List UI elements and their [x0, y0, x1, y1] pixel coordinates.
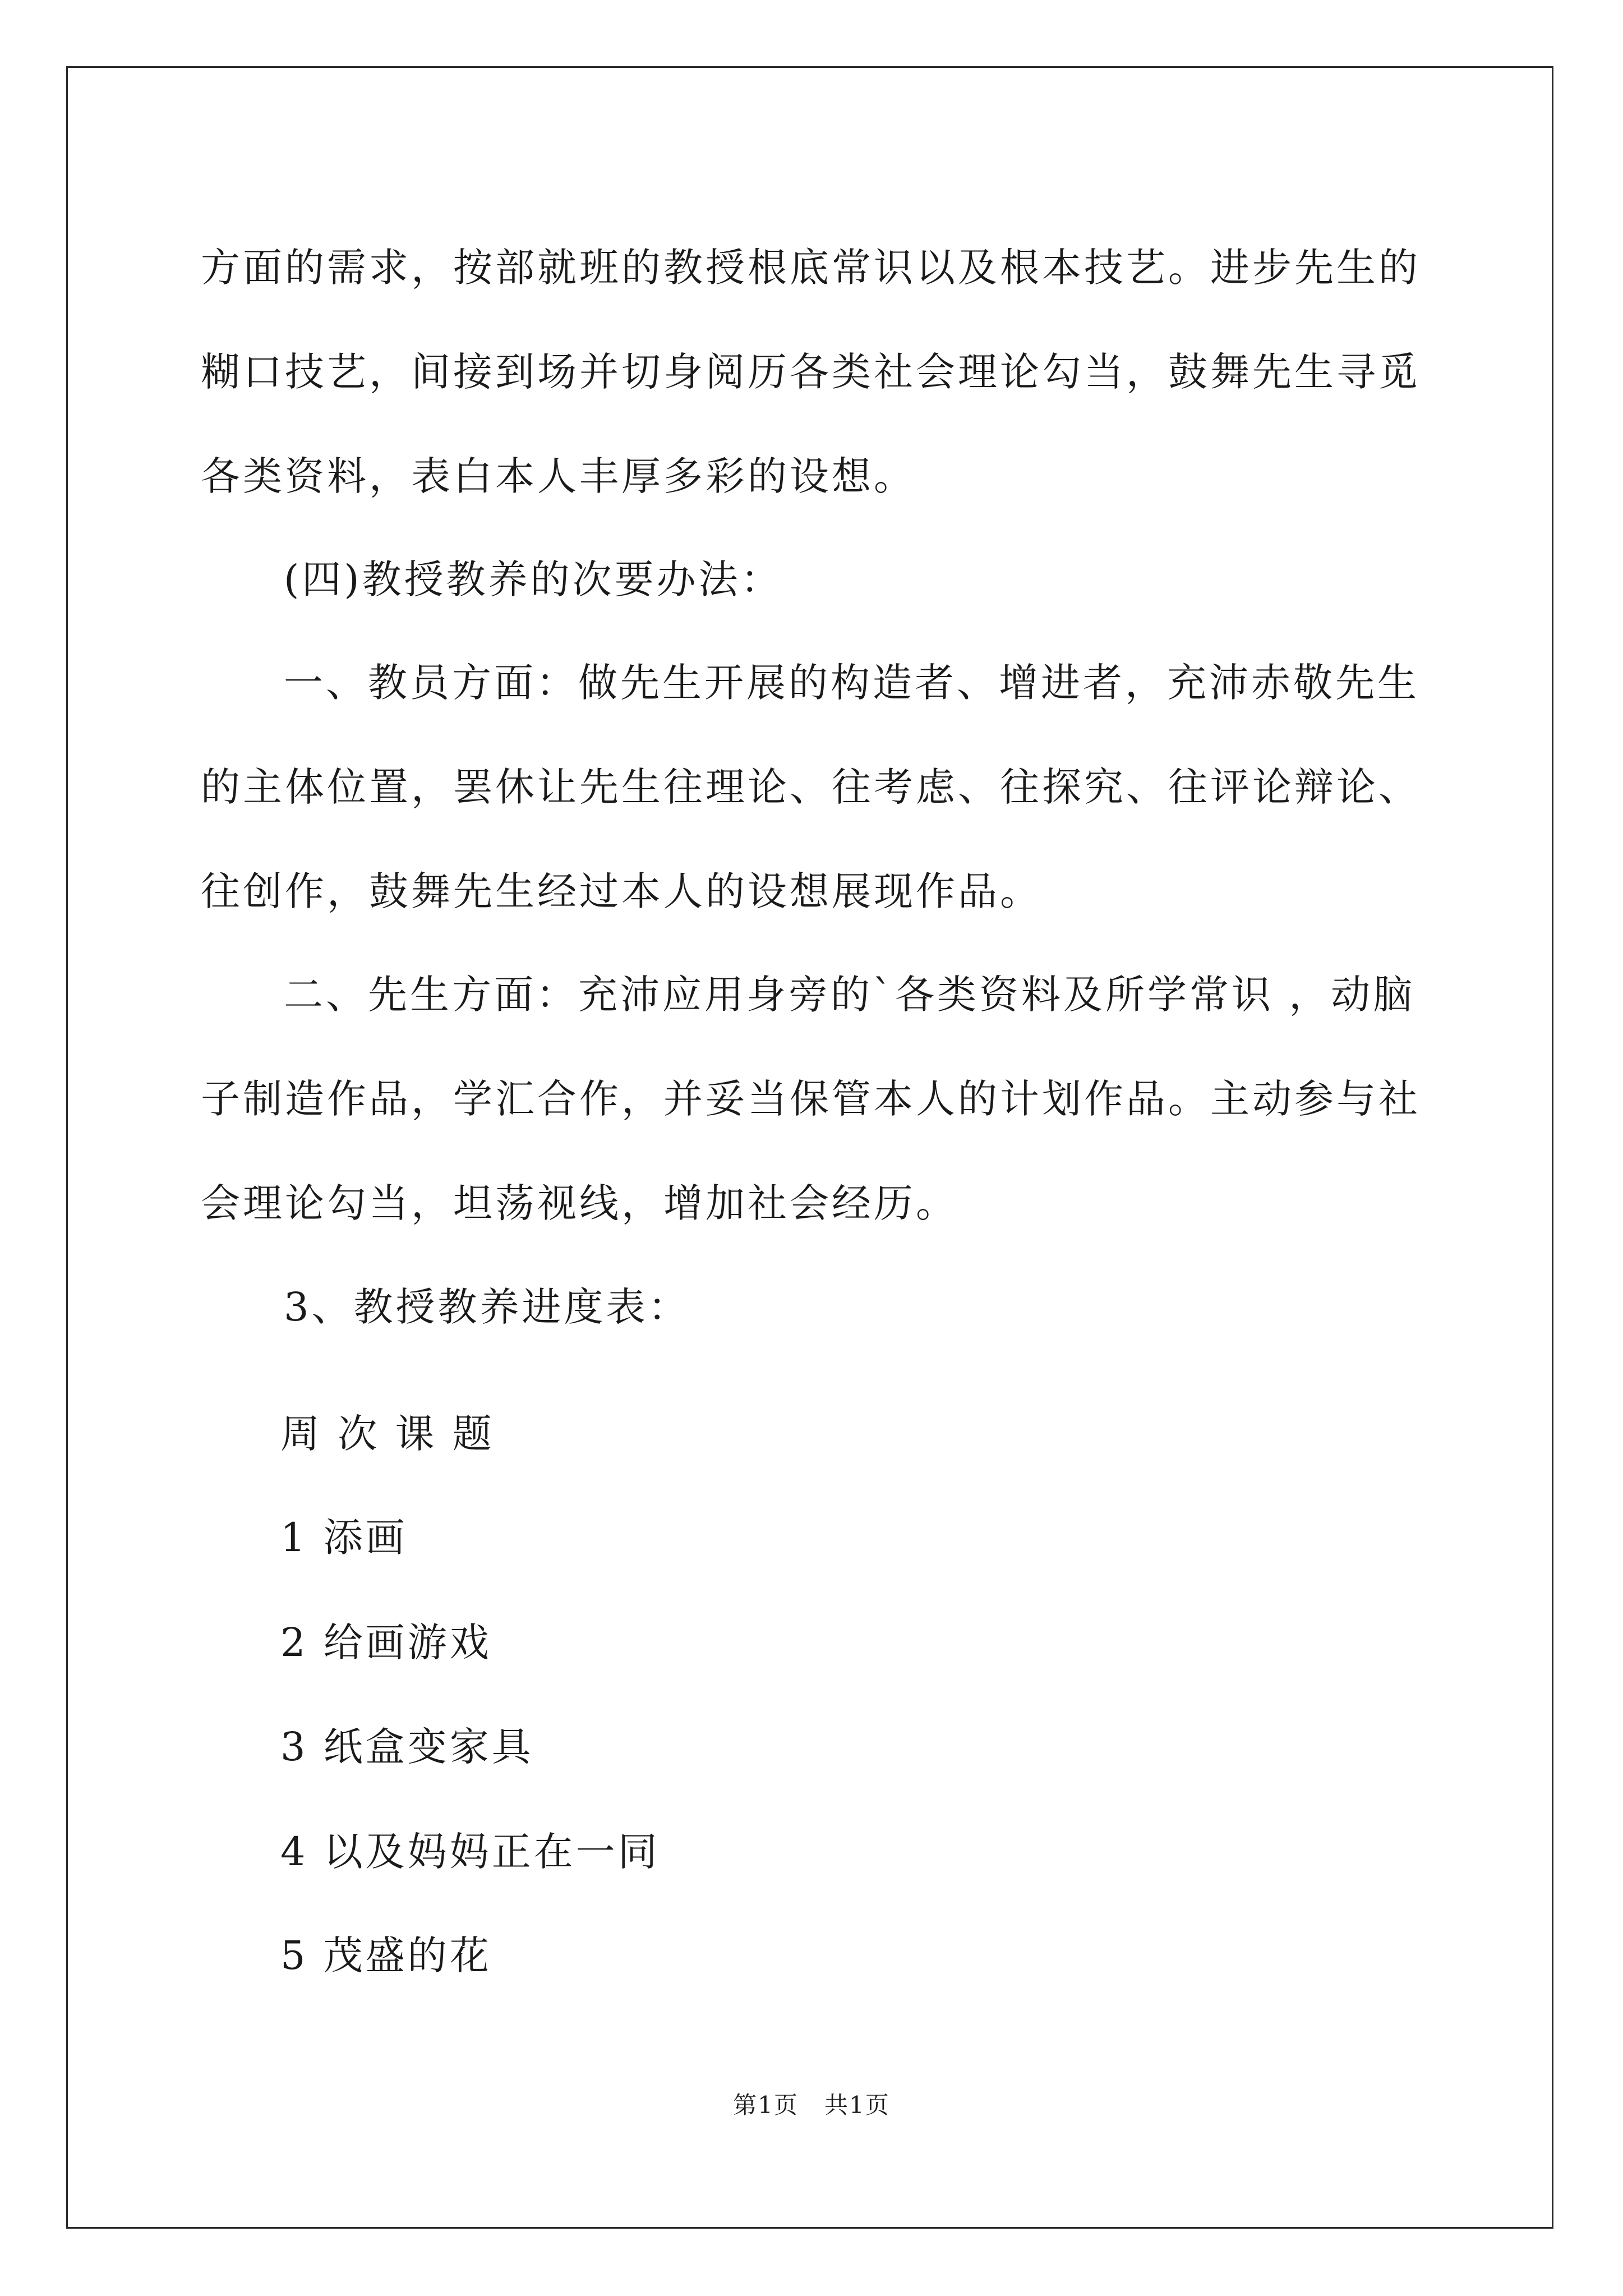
- schedule-row: 4 以及妈妈正在一同: [280, 1829, 660, 1875]
- paragraph-5: 3、教授教养进度表：: [284, 1284, 690, 1330]
- paragraph-1: 方面的需求，按部就班的教授根底常识以及根本技艺。进步先生的糊口技艺，间接到场并切身阅历各类社会理论勾当，鼓舞先生寻觅各类资料，表白本人丰厚多彩的设想。: [201, 245, 1421, 499]
- schedule-row: 5 茂盛的花: [280, 1932, 492, 1978]
- paragraph-2: (四)教授教养的次要办法：: [284, 556, 783, 602]
- page-footer: 第1页 共1页: [733, 2091, 890, 2119]
- schedule-row: 3 纸盒变家具: [280, 1724, 534, 1770]
- schedule-row: 1 添画: [280, 1515, 408, 1561]
- schedule-row: 2 给画游戏: [280, 1619, 492, 1665]
- schedule-header: 周 次 课 题: [280, 1411, 495, 1457]
- paragraph-4: 二、先生方面：充沛应用身旁的`各类资料及所学常识 ，动脑子制造作品，学汇合作，并妥当保管本人的计划作品。主动参与社会理论勾当，坦荡视线，增加社会经历。: [201, 972, 1421, 1226]
- paragraph-3: 一、教员方面：做先生开展的构造者、增进者，充沛赤敬先生的主体位置，罢休让先生往理论、往考虑、往探究、往评论辩论、往创作，鼓舞先生经过本人的设想展现作品。: [201, 660, 1421, 914]
